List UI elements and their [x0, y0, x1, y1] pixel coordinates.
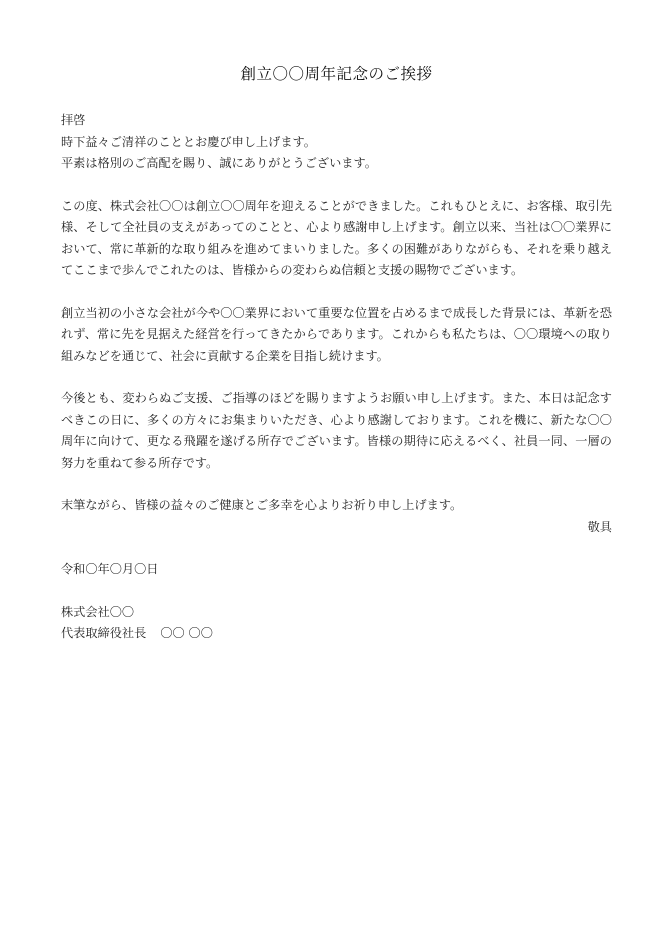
opening-word: 拝啓	[61, 113, 86, 127]
sender-block	[61, 602, 612, 645]
body-paragraph	[61, 196, 612, 282]
paragraph-text: 今後とも、変わらぬご支援、ご指導のほどを賜りますようお願い申し上げます。また、本日は記念すべきこの日に、多くの方々にお集まりいただき、心より感謝しております。これを機に、新たな〇〇周年に向けて、更なる飛躍を遂げる所存でございます。皆様の期待に応えるべく、社員一同、一層の努力を重ねて参る所存です。	[61, 391, 612, 470]
body-paragraph	[61, 303, 612, 368]
paragraph-text: 創立当初の小さな会社が今や〇〇業界において重要な位置を占めるまで成長した背景には、革新を恐れず、常に先を見据えた経営を行ってきたからであります。これからも私たちは、〇〇環境への取り組みなどを通じて、社会に貢献する企業を目指し続けます。	[61, 305, 612, 363]
greeting-line: 時下益々ご清祥のこととお慶び申し上げます。	[61, 134, 316, 149]
body-paragraph	[61, 388, 612, 474]
paragraph-text: この度、株式会社〇〇は創立〇〇周年を迎えることができました。これもひとえに、お客様、取引先様、そして全社員の支えがあってのことと、心より感謝申し上げます。創立以来、当社は〇〇業界において、常に革新的な取り組みを進めてまいりました。多くの困難がありながらも、それを乗り越えてここまで歩んでこれたのは、皆様からの変わらぬ信頼と支援の賜物でございます。	[61, 198, 612, 277]
final-greeting: 末筆ながら、皆様の益々のご健康とご多幸を心よりお祈り申し上げます。	[61, 498, 463, 512]
closing-word: 敬具	[587, 519, 612, 534]
signatory-name: 〇〇 〇〇	[160, 626, 213, 640]
document-title: 創立〇〇周年記念のご挨拶	[240, 65, 433, 83]
greeting-line: 平素は格別のご高配を賜り、誠にありがとうございます。	[61, 156, 377, 170]
signatory-title: 代表取締役社長	[61, 626, 147, 640]
signatory	[61, 623, 612, 645]
company-name: 株式会社〇〇	[61, 604, 135, 619]
letter-date: 令和〇年〇月〇日	[61, 562, 159, 576]
greeting-block	[61, 110, 612, 175]
